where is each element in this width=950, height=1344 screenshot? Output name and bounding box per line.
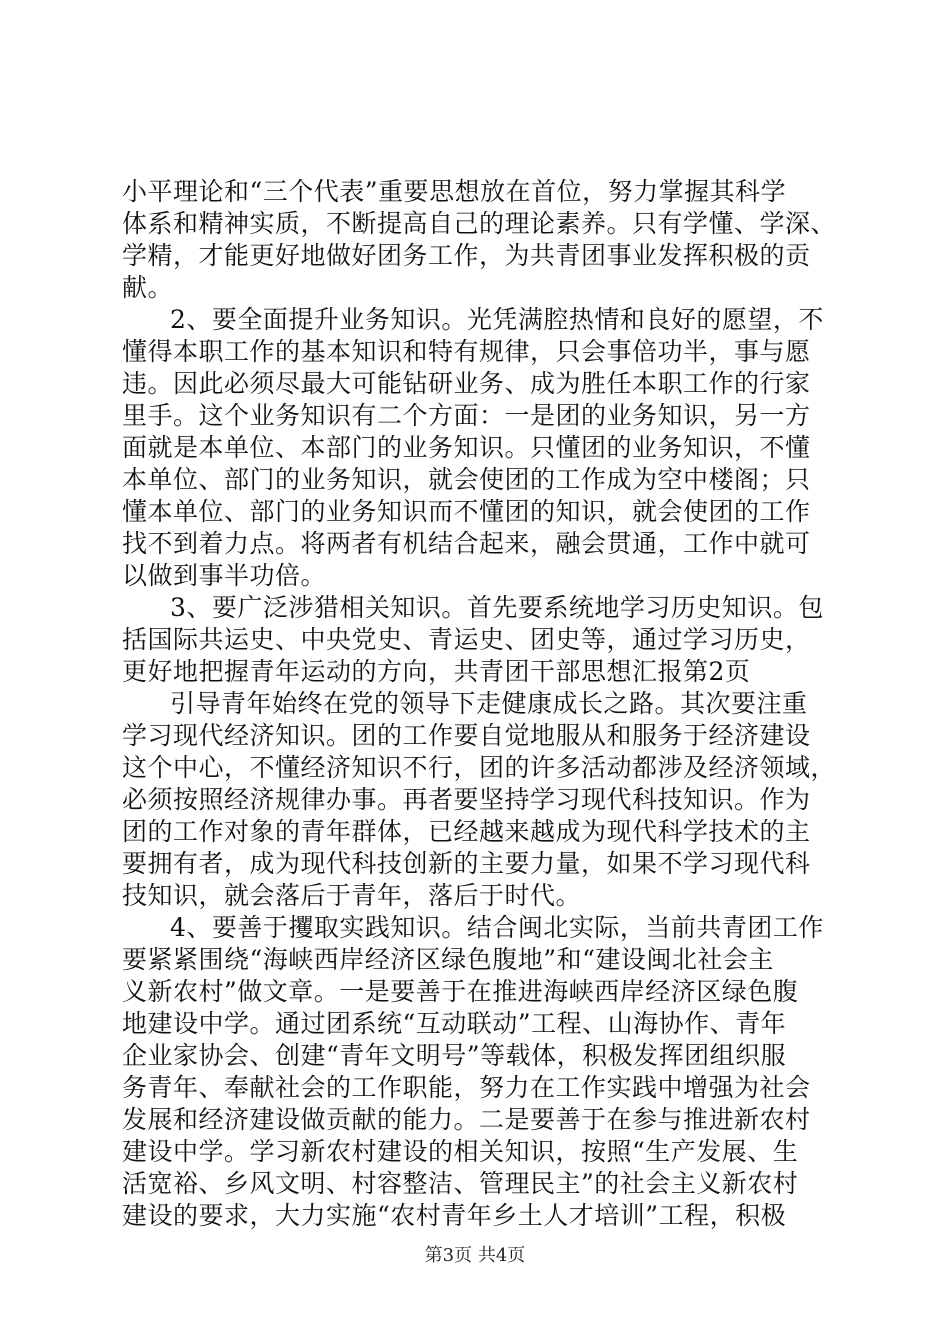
text-line: 面就是本单位、本部门的业务知识。只懂团的业务知识，不懂 bbox=[122, 433, 811, 462]
text-line: 4、要善于攫取实践知识。结合闽北实际，当前共青团工作 bbox=[170, 913, 824, 942]
text-line: 体系和精神实质，不断提高自己的理论素养。只有学懂、学深、 bbox=[122, 209, 837, 238]
text-line: 技知识，就会落后于青年，落后于时代。 bbox=[122, 881, 582, 910]
text-line: 2、要全面提升业务知识。光凭满腔热情和良好的愿望，不 bbox=[170, 305, 824, 334]
text-line: 学精，才能更好地做好团务工作，为共青团事业发挥积极的贡 bbox=[122, 241, 811, 270]
text-line: 这个中心，不懂经济知识不行，团的许多活动都涉及经济领域， bbox=[122, 753, 837, 782]
text-line: 团的工作对象的青年群体，已经越来越成为现代科学技术的主 bbox=[122, 817, 811, 846]
text-line: 企业家协会、创建“青年文明号”等载体，积极发挥团组织服 bbox=[122, 1041, 787, 1070]
text-line: 学习现代经济知识。团的工作要自觉地服从和服务于经济建设 bbox=[122, 721, 811, 750]
text-line: 里手。这个业务知识有二个方面：一是团的业务知识，另一方 bbox=[122, 401, 811, 430]
text-line: 本单位、部门的业务知识，就会使团的工作成为空中楼阁；只 bbox=[122, 465, 811, 494]
text-line: 建设中学。学习新农村建设的相关知识，按照“生产发展、生 bbox=[122, 1137, 799, 1166]
text-line: 要拥有者，成为现代科技创新的主要力量，如果不学习现代科 bbox=[122, 849, 811, 878]
text-line: 必须按照经济规律办事。再者要坚持学习现代科技知识。作为 bbox=[122, 785, 811, 814]
text-line: 懂得本职工作的基本知识和特有规律，只会事倍功半，事与愿 bbox=[122, 337, 811, 366]
text-line: 小平理论和“三个代表”重要思想放在首位，努力掌握其科学 bbox=[122, 177, 787, 206]
page-footer: 第3页 共4页 bbox=[424, 1245, 526, 1266]
text-line: 献。 bbox=[122, 273, 174, 302]
text-line: 更好地把握青年运动的方向，共青团干部思想汇报第2页 bbox=[122, 657, 751, 686]
text-line: 要紧紧围绕“海峡西岸经济区绿色腹地”和“建设闽北社会主 bbox=[122, 945, 774, 974]
text-line: 活宽裕、乡风文明、村容整洁、管理民主”的社会主义新农村 bbox=[122, 1169, 799, 1198]
text-line: 引导青年始终在党的领导下走健康成长之路。其次要注重 bbox=[170, 689, 808, 718]
text-line: 建设的要求，大力实施“农村青年乡土人才培训”工程，积极 bbox=[122, 1201, 787, 1230]
text-line: 括国际共运史、中央党史、青运史、团史等，通过学习历史， bbox=[122, 625, 811, 654]
text-line: 地建设中学。通过团系统“互动联动”工程、山海协作、青年 bbox=[122, 1009, 787, 1038]
document-body bbox=[122, 176, 842, 1232]
text-line: 违。因此必须尽最大可能钻研业务、成为胜任本职工作的行家 bbox=[122, 369, 811, 398]
text-line: 务青年、奉献社会的工作职能，努力在工作实践中增强为社会 bbox=[122, 1073, 811, 1102]
text-line: 懂本单位、部门的业务知识而不懂团的知识，就会使团的工作 bbox=[122, 497, 811, 526]
text-line: 以做到事半功倍。 bbox=[122, 561, 327, 590]
text-line: 义新农村”做文章。一是要善于在推进海峡西岸经济区绿色腹 bbox=[122, 977, 799, 1006]
text-line: 发展和经济建设做贡献的能力。二是要善于在参与推进新农村 bbox=[122, 1105, 811, 1134]
text-line: 找不到着力点。将两者有机结合起来，融会贯通，工作中就可 bbox=[122, 529, 811, 558]
text-line: 3、要广泛涉猎相关知识。首先要系统地学习历史知识。包 bbox=[170, 593, 824, 622]
